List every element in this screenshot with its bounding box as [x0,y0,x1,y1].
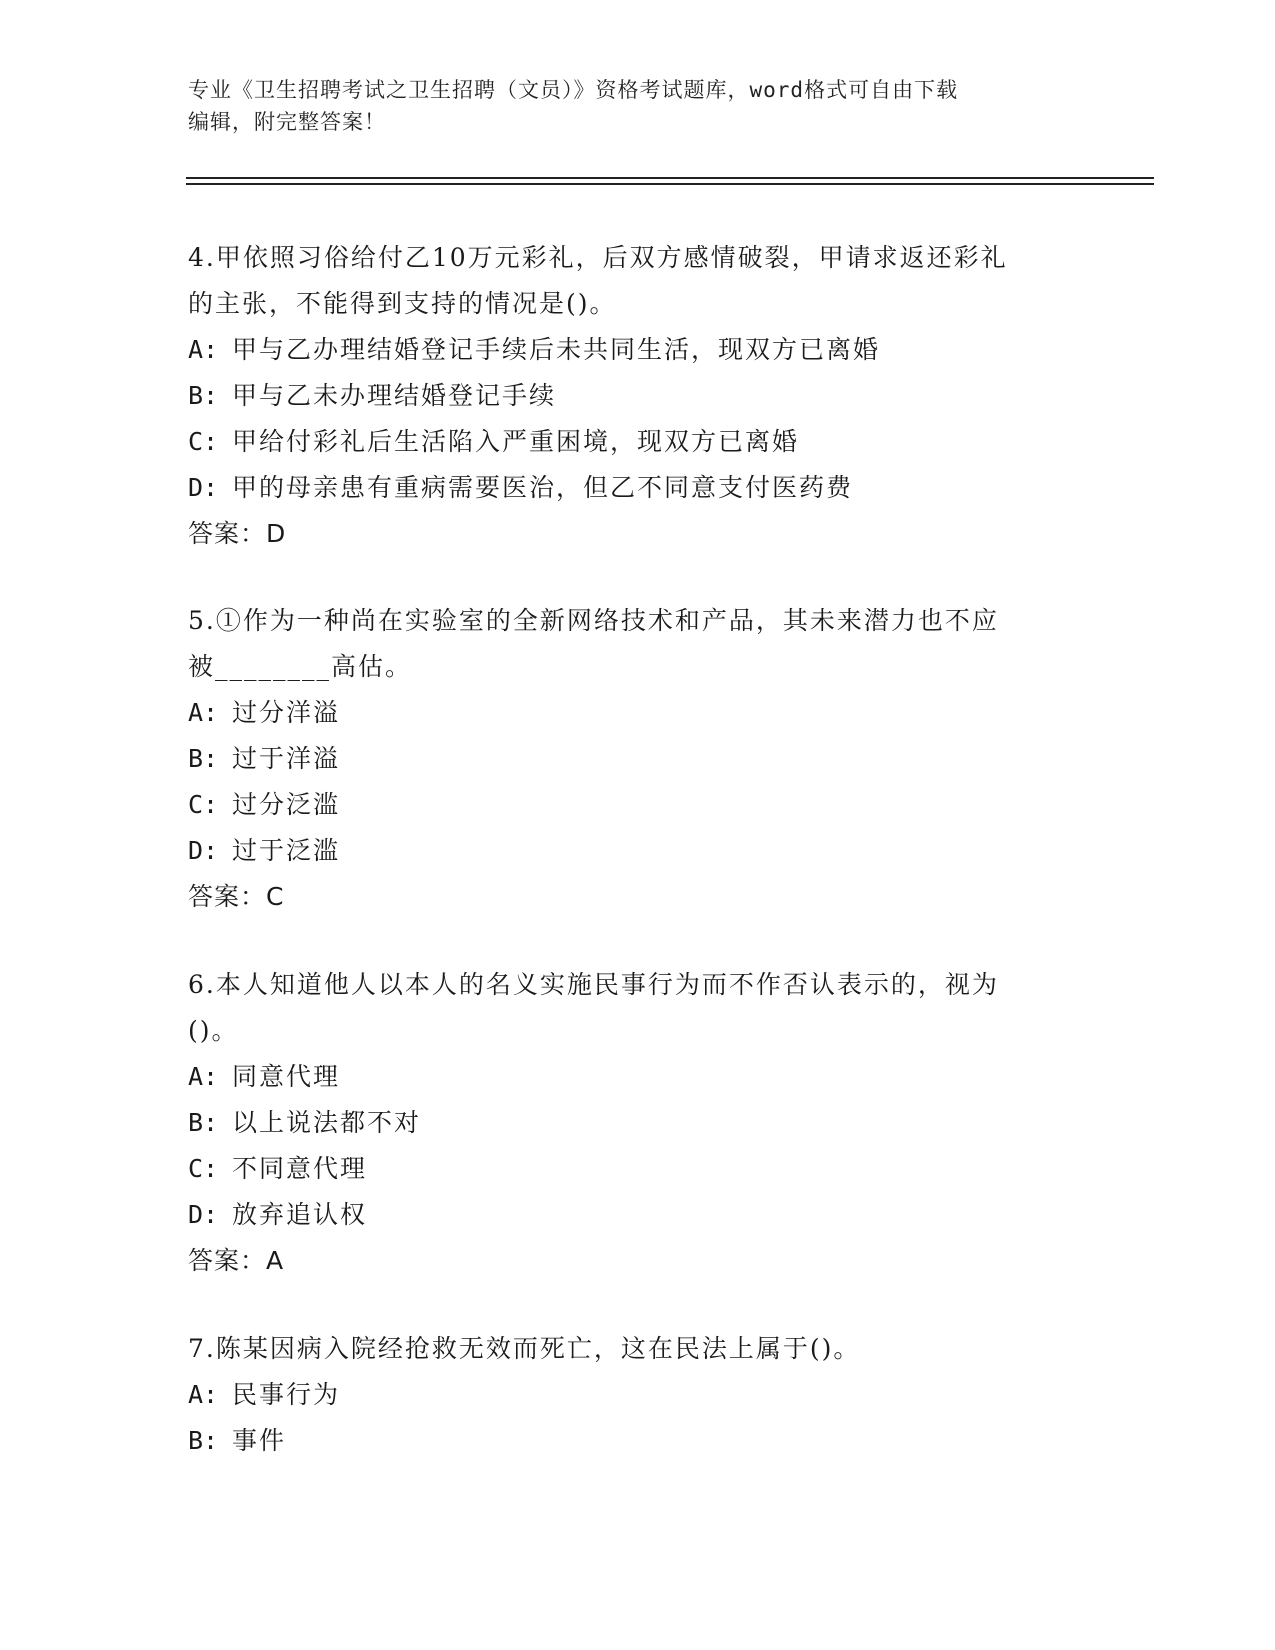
option-key: C: [188,427,219,456]
option-key: C: [188,790,219,819]
option-d [188,1192,1088,1238]
header-divider-bottom [186,183,1154,185]
option-text: 过分泛滥 [232,790,341,819]
option-key: B: [188,381,219,410]
option-key: B: [188,1108,219,1137]
option-text: 同意代理 [232,1062,341,1091]
document-header [188,74,1088,138]
option-a [188,327,1088,373]
answer-line: 答案：D [188,519,287,548]
option-text: 过于泛滥 [232,836,341,865]
question-stem-line-1: 6.本人知道他人以本人的名义实施民事行为而不作否认表示的，视为 [188,970,999,999]
option-d [188,465,1088,511]
option-key: A: [188,1062,219,1091]
option-key: D: [188,1200,219,1229]
question-stem-line-2: 的主张，不能得到支持的情况是()。 [188,289,617,318]
option-text: 放弃追认权 [232,1200,368,1229]
option-a [188,1054,1088,1100]
option-text: 甲给付彩礼后生活陷入严重困境，现双方已离婚 [232,427,800,456]
question-stem-line-1: 5.①作为一种尚在实验室的全新网络技术和产品，其未来潜力也不应 [188,606,999,635]
question-5 [188,598,1088,920]
question-stem-line-2: 被________高估。 [188,652,413,681]
header-line-2: 编辑，附完整答案！ [188,110,386,134]
question-7 [188,1326,1088,1464]
option-b [188,1418,1088,1464]
answer-line: 答案：A [188,1246,285,1275]
answer-line: 答案：C [188,882,285,911]
option-a [188,1372,1088,1418]
option-key: A: [188,1380,219,1409]
option-text: 民事行为 [232,1380,341,1409]
option-key: D: [188,473,219,502]
option-text: 事件 [232,1426,287,1455]
option-text: 甲与乙未办理结婚登记手续 [232,381,557,410]
option-text: 甲的母亲患有重病需要医治，但乙不同意支付医药费 [232,473,854,502]
question-6 [188,962,1088,1284]
option-key: B: [188,1426,219,1455]
question-stem-line-1: 7.陈某因病入院经抢救无效而死亡，这在民法上属于()。 [188,1334,861,1363]
option-b [188,1100,1088,1146]
option-b [188,373,1088,419]
option-b [188,736,1088,782]
option-c [188,1146,1088,1192]
option-d [188,828,1088,874]
option-text: 过于洋溢 [232,744,341,773]
option-a [188,690,1088,736]
option-c [188,419,1088,465]
option-c [188,782,1088,828]
option-key: A: [188,698,219,727]
question-stem-line-1: 4.甲依照习俗给付乙10万元彩礼，后双方感情破裂，甲请求返还彩礼 [188,243,1008,272]
option-text: 甲与乙办理结婚登记手续后未共同生活，现双方已离婚 [232,335,881,364]
header-divider-top [186,177,1154,179]
option-key: A: [188,335,219,364]
option-key: D: [188,836,219,865]
option-key: B: [188,744,219,773]
header-line-1: 专业《卫生招聘考试之卫生招聘（文员）》资格考试题库，word格式可自由下载 [188,78,959,102]
option-key: C: [188,1154,219,1183]
option-text: 不同意代理 [232,1154,368,1183]
option-text: 过分洋溢 [232,698,341,727]
question-stem-line-2: ()。 [188,1016,239,1045]
option-text: 以上说法都不对 [232,1108,422,1137]
question-4 [188,235,1088,557]
